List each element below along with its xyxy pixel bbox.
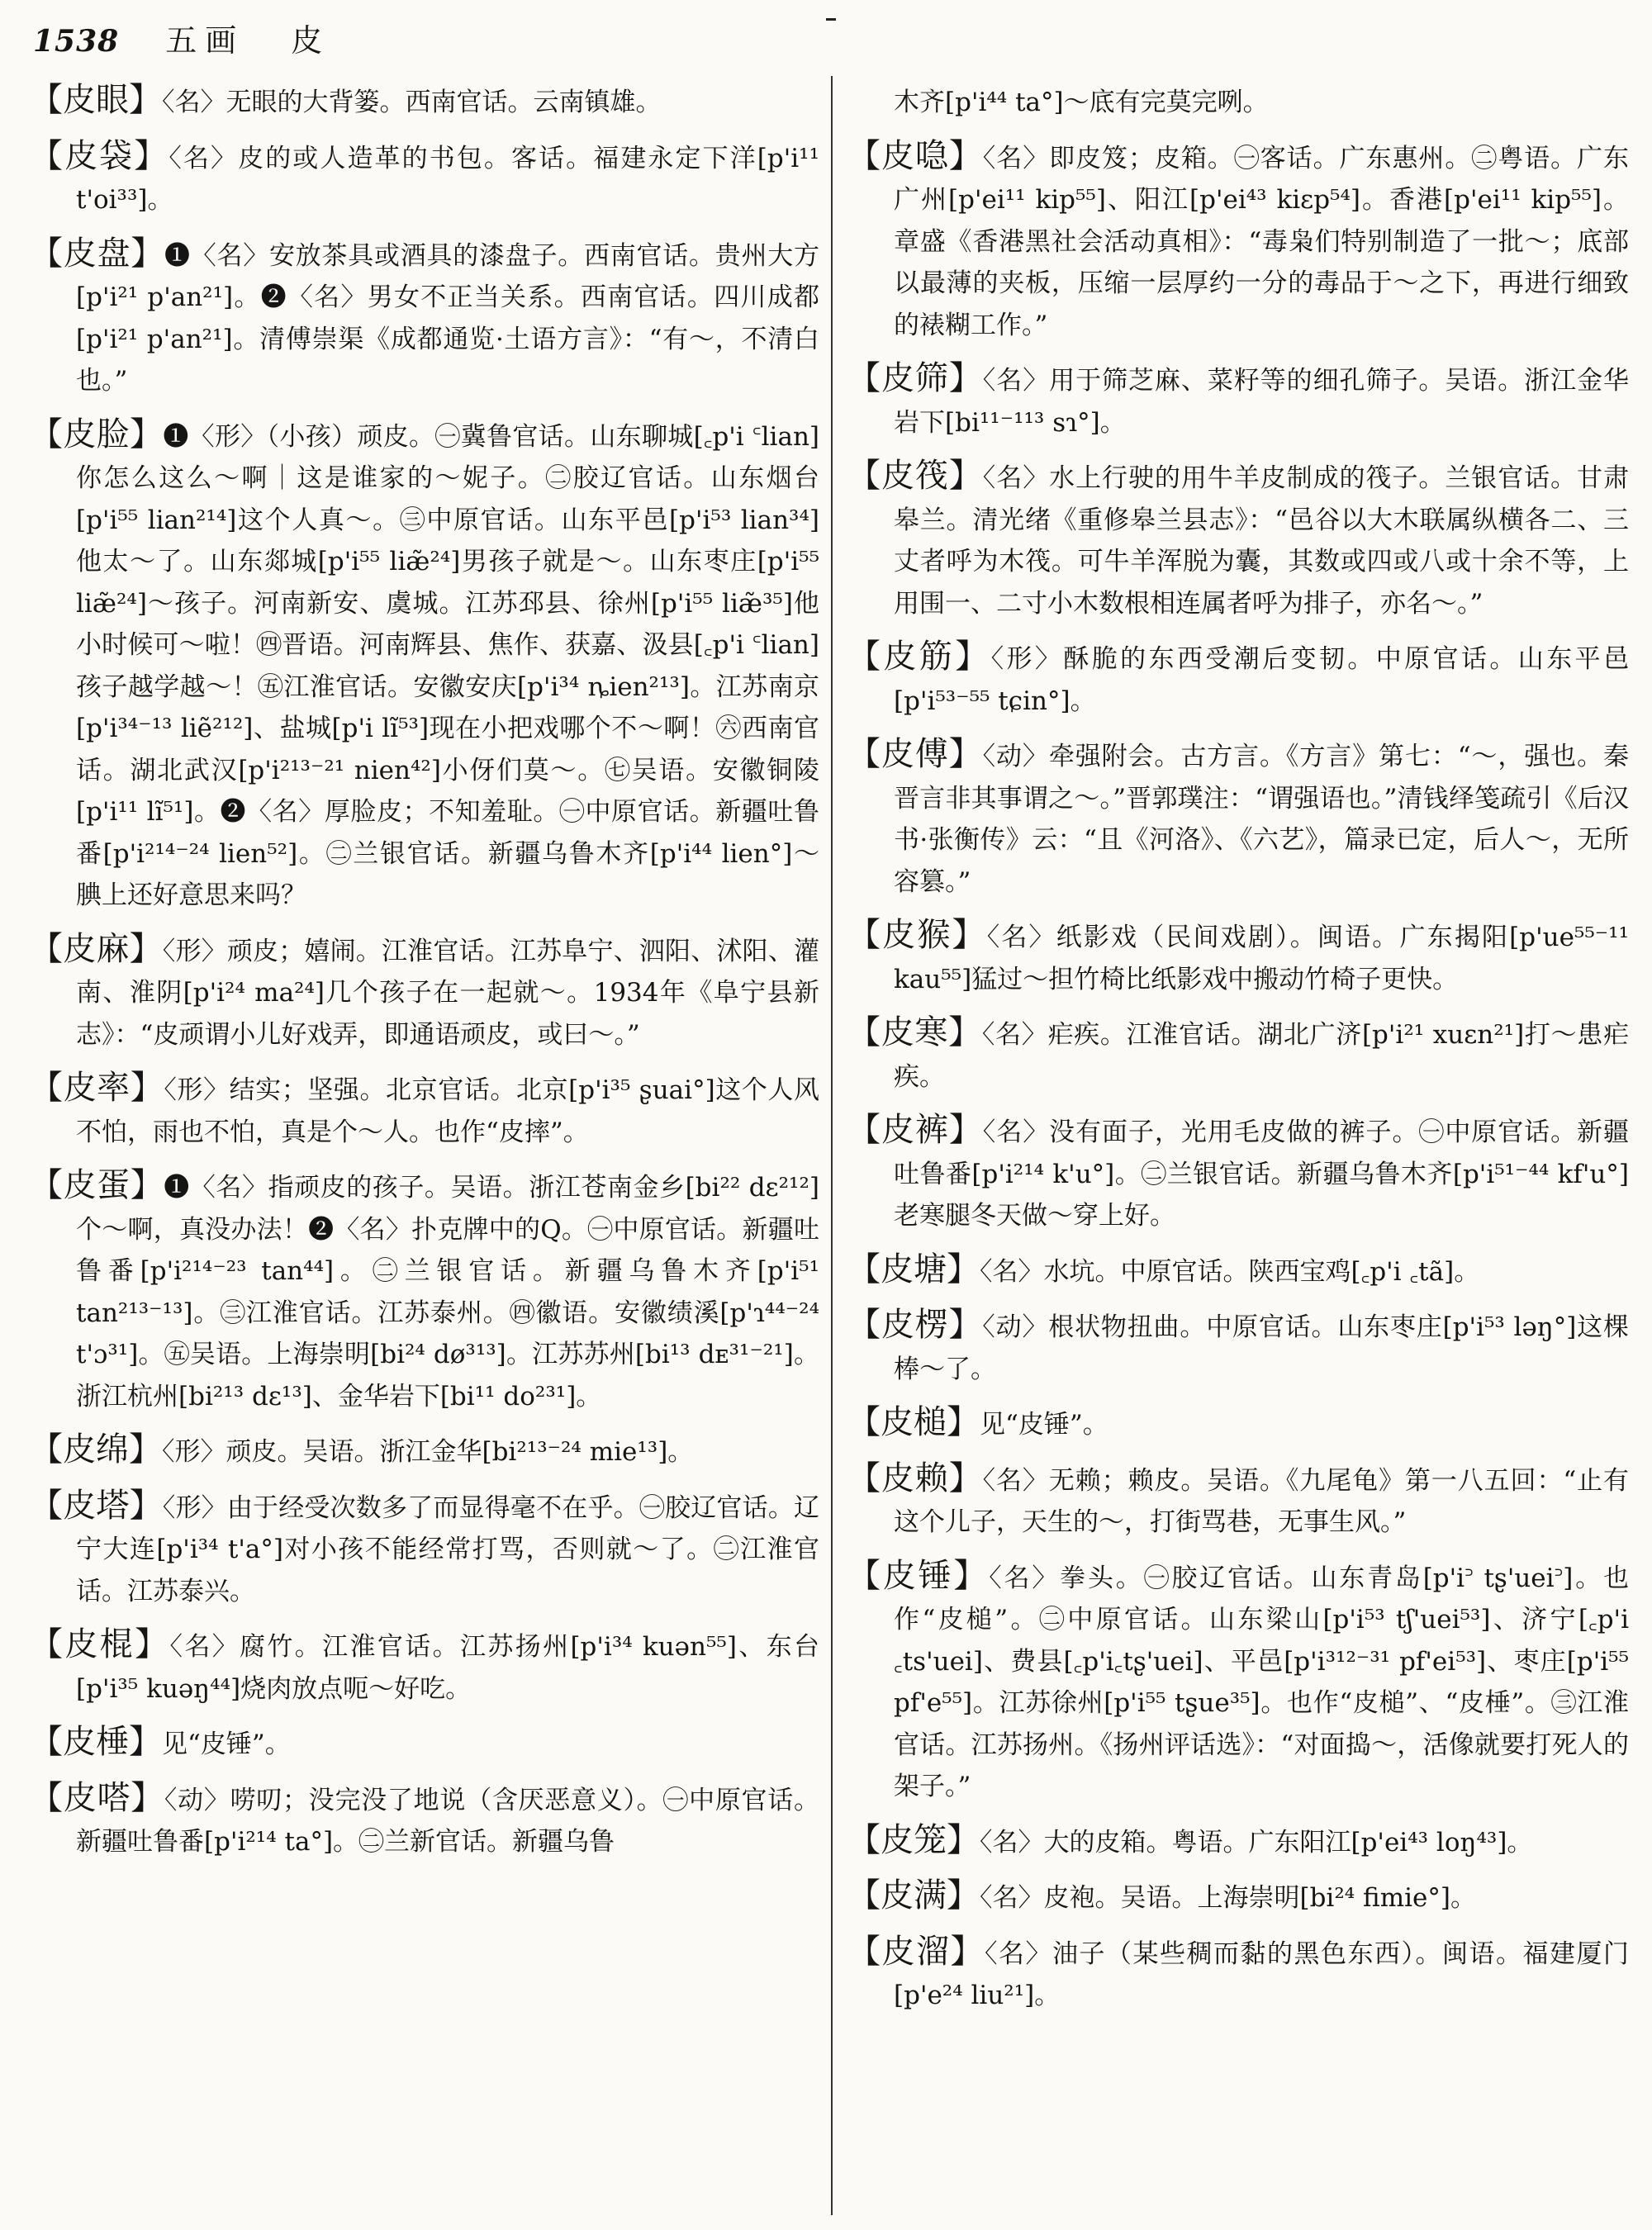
entry-headword: 【皮喼】 [847,136,983,175]
entry-definition: 见“皮锤”。 [162,1729,291,1759]
page-number: 1538 [33,24,120,59]
page-header [33,15,330,64]
dictionary-entry [847,1458,1629,1544]
entry-definition: ❶〈形〉（小孩）顽皮。㊀冀鲁官话。山东聊城[꜀p'i ꜂lian]你怎么这么～啊｜这是谁家的～妮子。㊁胶辽官话。山东烟台[p'i⁵⁵ lian²¹⁴]这个人真～。㊂中原官话。山东平邑[p'i⁵³ lian³⁴]他太～了。山东郯城[p'i⁵⁵ liæ̃²⁴]男孩子就是～。山东枣庄[p'i⁵⁵ liæ̃²⁴]～孩子。河南新安、虞城。江苏邳县、徐州[p'i⁵⁵ liæ̃³⁵]他小时候可～啦！㊃晋语。河南辉县、焦作、获嘉、汲县[꜀p'i ꜂lian]孩子越学越～！㊄江淮官话。安徽安庆[p'i³⁴ ȵien²¹³]。江苏南京[p'i³⁴⁻¹³ liẽ²¹²]、盐城[p'i lĩ⁵³]现在小把戏哪个不～啊！㊅西南官话。湖北武汉[p'i²¹³⁻²¹ nien⁴²]小伢们莫～。㊆吴语。安徽铜陵[p'i¹¹ lĩ⁵¹]。❷〈名〉厚脸皮；不知羞耻。㊀中原官话。新疆吐鲁番[p'i²¹⁴⁻²⁴ lien⁵²]。㊁兰银官话。新疆乌鲁木齐[p'i⁴⁴ lien°]～腆上还好意思来吗？ [76,421,820,910]
entry-headword: 【皮棰】 [30,1723,162,1761]
entry-definition: 见“皮锤”。 [980,1410,1108,1440]
entry-definition: 〈形〉酥脆的东西受潮后变韧。中原官话。山东平邑[p'i⁵³⁻⁵⁵ tɕin°]。 [894,644,1630,716]
entry-definition: 〈动〉根状物扭曲。中原官话。山东枣庄[p'i⁵³ ləŋ°]这棵棒～了。 [894,1312,1629,1384]
entry-headword: 【皮筋】 [847,638,991,676]
entry-headword: 【皮脸】 [30,415,164,453]
entry-definition: 〈名〉大的皮箱。粤语。广东阳江[p'ei⁴³ loŋ⁴³]。 [980,1827,1533,1858]
entry-headword: 【皮塔】 [30,1486,163,1525]
dictionary-entry [30,135,819,221]
dictionary-entry [30,233,819,402]
dictionary-entry [847,1304,1629,1390]
entry-headword: 【皮袋】 [30,136,169,175]
entry-headword: 【皮棍】 [30,1625,170,1663]
dictionary-entry [847,1555,1629,1808]
entry-definition: 〈名〉皮袍。吴语。上海崇明[bi²⁴ fimie°]。 [980,1883,1476,1913]
dictionary-entry [847,636,1629,722]
entry-definition: ❶〈名〉安放茶具或酒具的漆盘子。西南官话。贵州大方[p'i²¹ p'an²¹]。❷〈名〉男女不正当关系。西南官话。四川成都[p'i²¹ p'an²¹]。清傅崇渠《成都通览·土语方言》：“有～，不清白也。” [76,240,819,396]
entry-headword: 【皮蛋】 [30,1166,164,1204]
entry-definition: ❶〈名〉指顽皮的孩子。吴语。浙江苍南金乡[bi²² dɛ²¹²]个～啊，真没办法！❷〈名〉扑克牌中的Q。㊀中原官话。新疆吐鲁番[p'i²¹⁴⁻²³ tan⁴⁴]。㊁兰银官话。新疆乌鲁木齐[p'i⁵¹ tan²¹³⁻¹³]。㊂江淮官话。江苏泰州。㊃徽语。安徽绩溪[p'ɿ⁴⁴⁻²⁴ t'ɔ³¹]。㊄吴语。上海崇明[bi²⁴ dø³¹³]。江苏苏州[bi¹³ dᴇ³¹⁻²¹]。浙江杭州[bi²¹³ dɛ¹³]、金华岩下[bi¹¹ do²³¹]。 [76,1173,819,1412]
entry-headword: 【皮嗒】 [30,1778,164,1817]
dictionary-entry [30,928,819,1056]
dictionary-entry [847,1931,1629,2017]
entry-headword: 【皮盘】 [30,234,164,273]
dictionary-entry [30,1429,819,1473]
dictionary-entry [847,1249,1629,1293]
dictionary-entry-continued [847,79,1629,124]
dictionary-entry [847,358,1629,444]
entry-headword: 【皮赖】 [847,1459,983,1497]
entry-headword: 【皮麻】 [30,929,163,968]
dictionary-entry [847,733,1629,903]
entry-definition: 〈名〉纸影戏（民间戏剧）。闽语。广东揭阳[p'ue⁵⁵⁻¹¹ kau⁵⁵]猛过～担竹椅比纸影戏中搬动竹椅子更快。 [894,923,1630,994]
entry-definition: 〈形〉由于经受次数多了而显得毫不在乎。㊀胶辽官话。辽宁大连[p'i³⁴ t'a°]对小孩不能经常打骂，否则就～了。㊁江淮官话。江苏泰兴。 [76,1492,820,1606]
dictionary-entry [847,1875,1629,1919]
entry-headword: 【皮傅】 [847,735,983,773]
entry-definition: 〈名〉皮的或人造革的书包。客话。福建永定下洋[p'i¹¹ t'oi³³]。 [76,143,820,215]
entry-definition: 〈名〉水坑。中原官话。陕西宝鸡[꜀p'i ꜀tã]。 [980,1256,1480,1287]
entry-headword: 【皮绵】 [30,1431,162,1468]
entry-definition: 〈动〉牵强附会。古方言。《方言》第七：“～，强也。秦晋言非其事谓之～。”晋郭璞注：“谓强语也。”清钱绎笺疏引《后汉书·张衡传》云：“且《河洛》、《六艺》，篇录已定，后人～，无所容篡。” [894,742,1629,897]
entry-headword: 【皮猴】 [847,916,987,954]
entry-definition: 〈名〉没有面子，光用毛皮做的裤子。㊀中原官话。新疆吐鲁番[p'i²¹⁴ k'u°]。㊁兰银官话。新疆乌鲁木齐[p'i⁵¹⁻⁴⁴ kf'u°]老寒腿冬天做～穿上好。 [894,1117,1630,1231]
entry-definition: 〈名〉拳头。㊀胶辽官话。山东青岛[p'i꜄ tʂ'uei꜄]。也作“皮槌”。㊁中原官话。山东梁山[p'i⁵³ tʃ'uei⁵³]、济宁[꜀p'i ꜀ts'uei]、费县[꜀p'i꜀tʂ'uei]、平邑[p'i³¹²⁻³¹ pf'ei⁵³]、枣庄[p'i⁵⁵ pf'e⁵⁵]。江苏徐州[p'i⁵⁵ tʂue³⁵]。也作“皮槌”、“皮棰”。㊂江淮官话。江苏扬州。《扬州评话选》：“对面捣～，活像就要打死人的架子。” [894,1563,1630,1801]
entry-definition: 〈名〉无眼的大背篓。西南官话。云南镇雄。 [162,88,662,117]
top-mark [826,18,836,21]
dictionary-entry [847,455,1629,624]
entry-definition: 〈形〉顽皮。吴语。浙江金华[bi²¹³⁻²⁴ mie¹³]。 [162,1437,694,1467]
entry-headword: 【皮筏】 [847,457,983,495]
entry-headword: 【皮溜】 [847,1932,985,1971]
entry-definition: 〈动〉唠叨；没完没了地说（含厌恶意义）。㊀中原官话。新疆吐鲁番[p'i²¹⁴ ta°]。㊁兰新官话。新疆乌鲁 [76,1785,820,1857]
dictionary-entry [30,414,819,917]
entry-definition: 〈名〉腐竹。江淮官话。江苏扬州[p'i³⁴ kuən⁵⁵]、东台[p'i³⁵ kuəŋ⁴⁴]烧肉放点呃～好吃。 [76,1632,820,1704]
dictionary-entry [30,1624,819,1710]
entry-definition: 木齐[p'i⁴⁴ ta°]～底有完莫完咧。 [894,88,1269,117]
entry-definition: 〈形〉顽皮；嬉闹。江淮官话。江苏阜宁、泗阳、沭阳、灌南、淮阴[p'i²⁴ ma²⁴]几个孩子在一起就～。1934年《阜宁县新志》：“皮顽谓小儿好戏弄，即通语顽皮，或曰～。” [76,936,820,1050]
radical-title: 皮 [291,22,331,59]
entry-headword: 【皮楞】 [847,1306,983,1344]
entry-definition: 〈名〉即皮笈；皮箱。㊀客话。广东惠州。㊁粤语。广东广州[p'ei¹¹ kip⁵⁵]、阳江[p'ei⁴³ kiɛp⁵⁴]。香港[p'ei¹¹ kip⁵⁵]。章盛《香港黑社会活动真相》：“毒枭们特别制造了一批～；底部以最薄的夹板，压缩一层厚约一分的毒品于～之下，再进行细致的裱糊工作。” [894,143,1630,340]
dictionary-entry [847,1402,1629,1446]
dictionary-entry [847,135,1629,347]
entry-headword: 【皮塘】 [847,1250,980,1288]
entry-headword: 【皮寒】 [847,1013,982,1051]
dictionary-entry [847,1820,1629,1864]
dictionary-entry [30,1485,819,1613]
right-column [847,79,1629,2028]
entry-definition: 〈名〉用于筛芝麻、菜籽等的细孔筛子。吴语。浙江金华岩下[bi¹¹⁻¹¹³ sɿ°]。 [894,366,1630,438]
entry-headword: 【皮眼】 [30,81,162,119]
dictionary-entry [847,1109,1629,1237]
entry-headword: 【皮槌】 [847,1403,980,1441]
section-title: 五画 [165,22,245,59]
dictionary-entry [30,1165,819,1417]
dictionary-entry [30,1777,819,1863]
entry-headword: 【皮笼】 [847,1820,980,1859]
left-column [30,79,819,1875]
entry-definition: 〈名〉疟疾。江淮官话。湖北广济[p'i²¹ xuɛn²¹]打～患疟疾。 [894,1020,1630,1092]
dictionary-entry [30,79,819,124]
column-divider [831,76,833,2215]
dictionary-entry [30,1721,819,1766]
dictionary-entry [30,1067,819,1153]
dictionary-entry [847,914,1629,1000]
entry-definition: 〈形〉结实；坚强。北京官话。北京[p'i³⁵ ʂuai°]这个人风不怕，雨也不怕，真是个～人。也作“皮摔”。 [76,1075,819,1147]
entry-definition: 〈名〉无赖；赖皮。吴语。《九尾龟》第一八五回：“止有这个儿子，天生的～，打街骂巷，无事生风。” [894,1465,1629,1537]
entry-headword: 【皮满】 [847,1877,980,1914]
entry-definition: 〈名〉油子（某些稠而黏的黑色东西）。闽语。福建厦门[p'e²⁴ liu²¹]。 [894,1938,1629,2010]
entry-headword: 【皮率】 [30,1069,164,1107]
entry-headword: 【皮锤】 [847,1556,990,1595]
entry-headword: 【皮裤】 [847,1111,983,1149]
entry-definition: 〈名〉水上行驶的用牛羊皮制成的筏子。兰银官话。甘肃皋兰。清光绪《重修皋兰县志》：“邑谷以大木联属纵横各二、三丈者呼为木筏。可牛羊浑脱为囊，其数或四或八或十余不等，上用围一、二寸小木数根相连属者呼为排子，亦名～。” [894,463,1630,619]
entry-headword: 【皮筛】 [847,359,983,397]
dictionary-entry [847,1012,1629,1098]
